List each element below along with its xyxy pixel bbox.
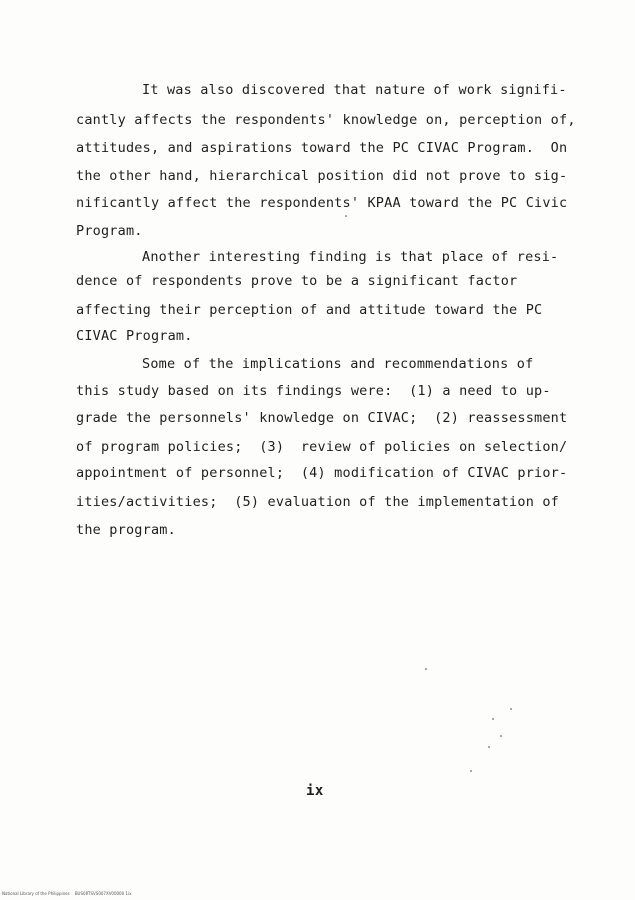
text-line: cantly affects the respondents' knowledge on, perception of,	[76, 112, 576, 128]
scan-footer	[2, 891, 131, 896]
text-line: attitudes, and aspirations toward the PC CIVAC Program. On	[76, 140, 568, 156]
scan-speck	[492, 718, 494, 720]
text-line: Program.	[76, 223, 143, 239]
scan-speck	[488, 746, 490, 748]
text-line: CIVAC Program.	[76, 328, 193, 344]
text-line: of program policies; (3) review of policies on selection/	[76, 439, 568, 455]
scan-speck	[425, 668, 427, 670]
page-number: ix	[306, 783, 324, 799]
scan-speck	[345, 215, 347, 217]
footer-library: National Library of the Philippines	[2, 891, 70, 896]
text-line: ities/activities; (5) evaluation of the implementation of	[76, 494, 560, 510]
text-line: affecting their perception of and attitude toward the PC	[76, 302, 543, 318]
text-line: appointment of personnel; (4) modification of CIVAC prior-	[76, 465, 568, 481]
text-line: Some of the implications and recommendations of	[142, 356, 534, 372]
text-line: this study based on its findings were: (1) a need to up-	[76, 383, 551, 399]
footer-code: BUS0RTSVS007XV00000 1ix	[74, 891, 132, 896]
text-line: Another interesting finding is that place of resi-	[142, 249, 559, 265]
text-line: grade the personnels' knowledge on CIVAC; (2) reassessment	[76, 410, 568, 426]
scan-speck	[510, 708, 512, 710]
text-line: dence of respondents prove to be a significant factor	[76, 273, 518, 289]
text-line: It was also discovered that nature of work signifi-	[142, 82, 567, 98]
scan-speck	[470, 770, 472, 772]
text-line: the program.	[76, 522, 176, 538]
scan-speck	[500, 735, 502, 737]
text-line: the other hand, hierarchical position did not prove to sig-	[76, 168, 568, 184]
text-line: nificantly affect the respondents' KPAA toward the PC Civic	[76, 195, 568, 211]
